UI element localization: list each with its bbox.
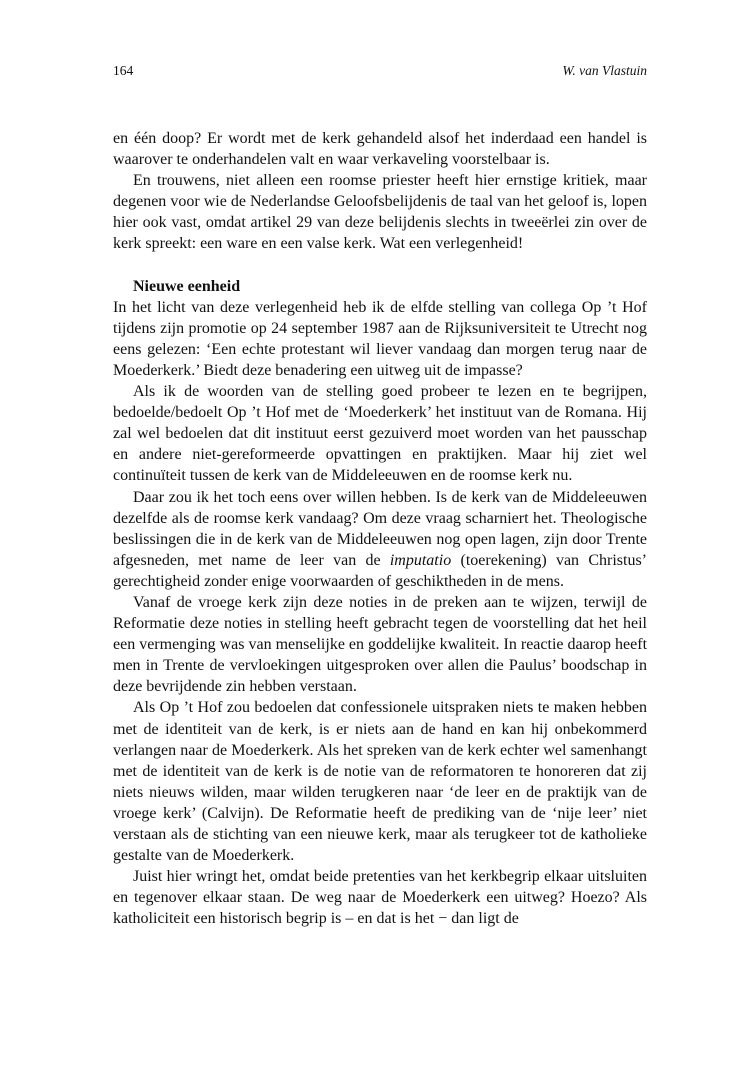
page-number: 164 [113, 63, 134, 78]
paragraph: Juist hier wringt het, omdat beide pretenties van het kerkbegrip elkaar uitsluiten en tegenover elkaar staan. De weg naar de Moederkerk een uitweg? Hoezo? Als katholiciteit een historisch begrip is – en dat is het − dan ligt de [113, 868, 647, 928]
paragraph: Als ik de woorden van de stelling goed probeer te lezen en te begrijpen, bedoelde/bedoelt Op ’t Hof met de ‘Moederkerk’ het instituut van de Romana. Hij zal wel bedoelen dat dit instituut eerst gezuiverd moet worden van het pausschap en andere niet-gereformeerde opvattingen en praktijken. Maar hij ziet wel continuïteit tussen de kerk van de Middeleeuwen en de roomse kerk nu. [113, 383, 647, 485]
paragraph-text: Daar zou ik het toch eens over willen hebben. Is de kerk van de Middeleeuwen dezelfde als de roomse kerk vandaag? Om deze vraag scharniert het. Theologische beslissingen die in de kerk van de Middeleeuwen nog open lagen, zijn door Trente afgesneden, met name de leer van de [113, 488, 647, 569]
paragraph: Als Op ’t Hof zou bedoelen dat confessionele uitspraken niets te maken hebben met de identiteit van de kerk, is er niets aan de hand en kan hij onbekommerd verlangen naar de Moederkerk. Als het spreken van de kerk echter wel samenhangt met de identiteit van de kerk is de notie van de reformatoren te honoreren dat zij niets nieuws wilden, maar wilden terugkeren naar ‘de leer en de praktijk van de vroege kerk’ (Calvijn). De Reformatie heeft de prediking van de ‘nije leer’ niet verstaan als de stichting van een nieuwe kerk, maar als terugkeer tot de katholieke gestalte van de Moederkerk. [113, 699, 647, 865]
paragraph: En trouwens, niet alleen een roomse priester heeft hier ernstige kritiek, maar degenen voor wie de Nederlandse Geloofsbelijdenis de taal van het geloof is, lopen hier ook vast, omdat artikel 29 van deze belijdenis slechts in tweeërlei zin over de kerk spreekt: een ware en een valse kerk. Wat een verlegenheid! [113, 172, 647, 253]
italic-term: imputatio [389, 551, 452, 569]
paragraph: Vanaf de vroege kerk zijn deze noties in de preken aan te wijzen, terwijl de Reformatie deze noties in stelling heeft gebracht tegen de voorstelling dat het heil een vermenging was van menselijke en goddelijke kwaliteit. In reactie daarop heeft men in Trente de vervloekingen uitgesproken over allen die Paulus’ boodschap in deze bevrijdende zin hebben verstaan. [113, 593, 648, 696]
section-spacer [113, 255, 647, 276]
section-heading: Nieuwe eenheid [133, 277, 241, 295]
body-text [113, 128, 647, 929]
paragraph [113, 487, 647, 592]
paragraph: en één doop? Er wordt met de kerk gehandeld alsof het inderdaad een handel is waarover te onderhandelen valt en waar verkaveling voorstelbaar is. [113, 130, 647, 169]
paragraph: In het licht van deze verlegenheid heb ik de elfde stelling van collega Op ’t Hof tijdens zijn promotie op 24 september 1987 aan de Rijksuniversiteit te Utrecht nog eens gelezen: ‘Een echte protestant wil liever vandaag dan morgen terug naar de Moederkerk.’ Biedt deze benadering een uitweg uit de impasse? [113, 298, 647, 379]
running-author: W. van Vlastuin [562, 63, 647, 78]
paragraph-text: (toerekening) van Christus’ gerechtigheid zonder enige voorwaarden of geschiktheden in de mens. [113, 551, 647, 590]
